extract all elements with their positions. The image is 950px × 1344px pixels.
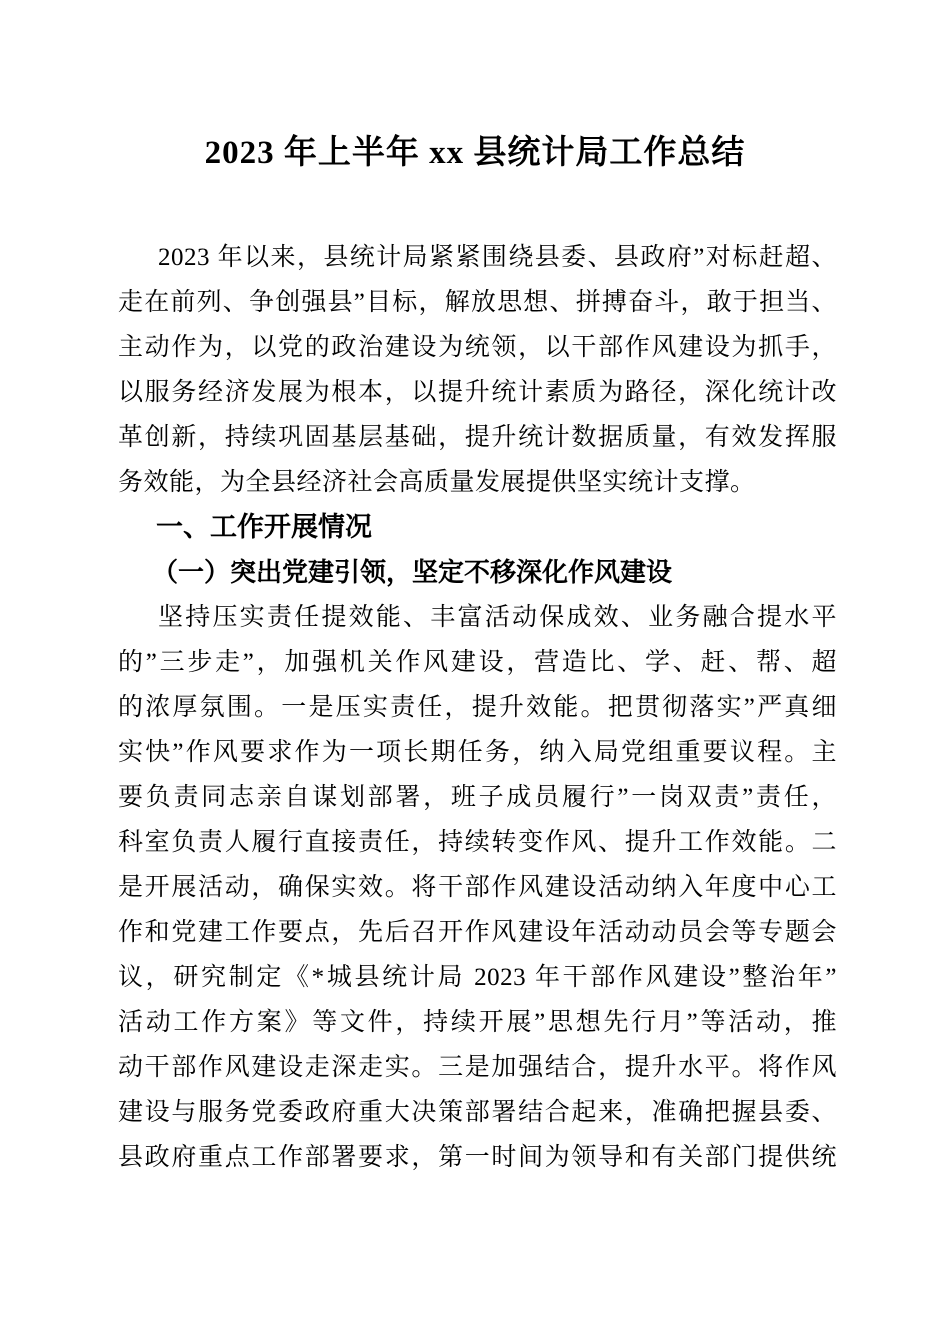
title-area [0, 0, 950, 179]
body-paragraph [118, 595, 837, 1180]
text-line: 革创新，持续巩固基层基础，提升统计数据质量，有效发挥服 [118, 424, 837, 451]
section-heading: 一、工作开展情况 [156, 512, 372, 542]
intro-paragraph [118, 235, 837, 505]
text-line: 县政府重点工作部署要求，第一时间为领导和有关部门提供统 [118, 1144, 837, 1171]
text-line: 2023 年以来，县统计局紧紧围绕县委、县政府”对标赶超、 [158, 244, 837, 271]
text-line: 科室负责人履行直接责任，持续转变作风、提升工作效能。二 [118, 829, 837, 856]
text-line: 主动作为，以党的政治建设为统领，以干部作风建设为抓手， [118, 334, 837, 361]
text-line: 要负责同志亲自谋划部署，班子成员履行”一岗双责”责任， [118, 784, 837, 811]
text-line: 建设与服务党委政府重大决策部署结合起来，准确把握县委、 [118, 1099, 837, 1126]
text-line: 的”三步走”，加强机关作风建设，营造比、学、赶、帮、超 [118, 649, 837, 676]
document-title: 2023 年上半年 xx 县统计局工作总结 [204, 135, 746, 171]
text-line: 以服务经济发展为根本，以提升统计素质为路径，深化统计改 [118, 379, 837, 406]
text-line: 走在前列、争创强县”目标，解放思想、拼搏奋斗，敢于担当、 [118, 289, 837, 316]
text-line: 活动工作方案》等文件，持续开展”思想先行月”等活动，推 [118, 1009, 837, 1036]
document-content [118, 235, 837, 1180]
text-line: 是开展活动，确保实效。将干部作风建设活动纳入年度中心工 [118, 874, 837, 901]
text-line: 的浓厚氛围。一是压实责任，提升效能。把贯彻落实”严真细 [118, 694, 837, 721]
subsection-heading: （一）突出党建引领，坚定不移深化作风建设 [152, 558, 673, 587]
text-line: 实快”作风要求作为一项长期任务，纳入局党组重要议程。主 [118, 739, 837, 766]
text-line: 务效能，为全县经济社会高质量发展提供坚实统计支撑。 [118, 469, 756, 496]
text-line: 议，研究制定《*城县统计局 2023 年干部作风建设”整治年” [118, 964, 837, 991]
text-line: 作和党建工作要点，先后召开作风建设年活动动员会等专题会 [118, 919, 837, 946]
text-line: 坚持压实责任提效能、丰富活动保成效、业务融合提水平 [158, 604, 837, 631]
text-line: 动干部作风建设走深走实。三是加强结合，提升水平。将作风 [118, 1054, 837, 1081]
